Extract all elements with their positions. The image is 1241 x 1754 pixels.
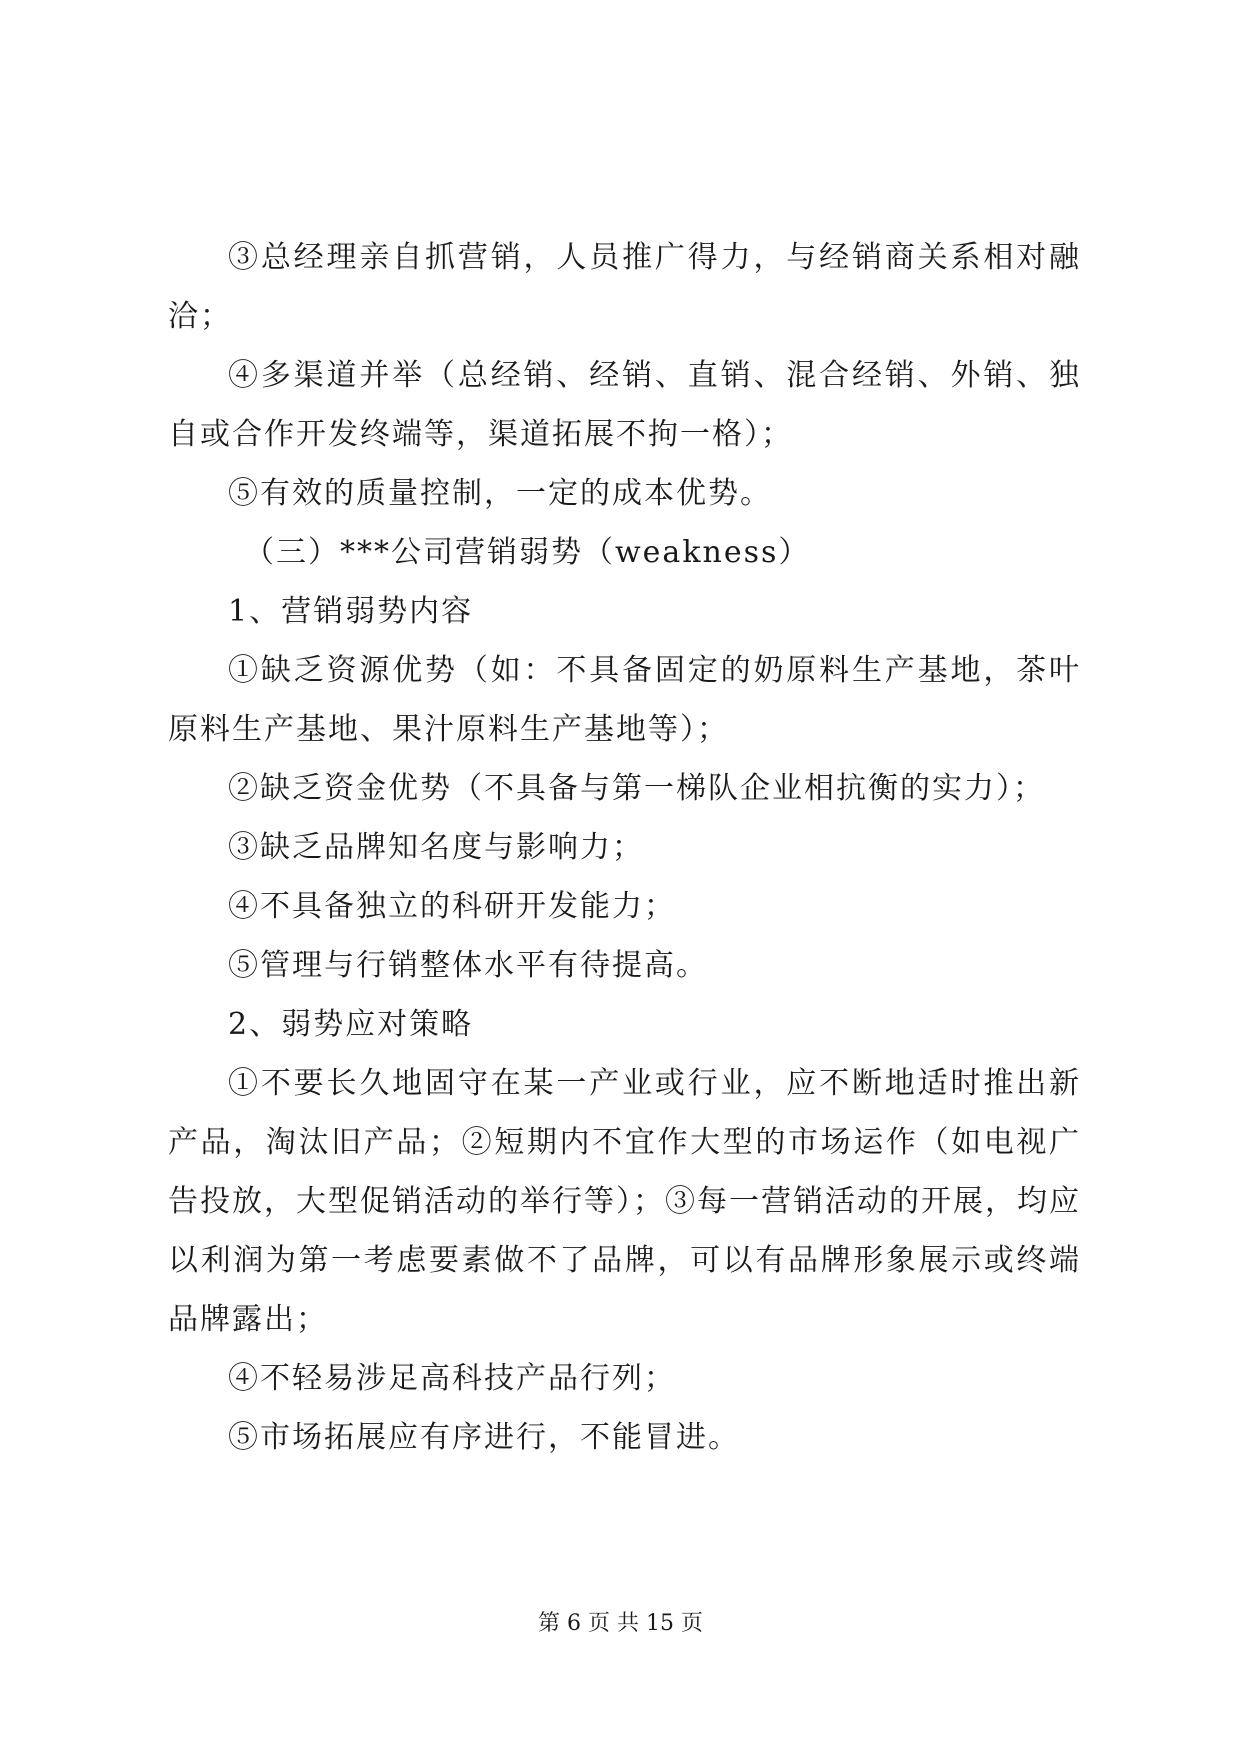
paragraph-weakness-1: ①缺乏资源优势（如：不具备固定的奶原料生产基地，茶叶原料生产基地、果汁原料生产基地等）； [168,653,1081,747]
paragraph-strategy-4: ④不轻易涉足高科技产品行列； [228,1361,676,1396]
subheading-weakness-strategy: 2、弱势应对策略 [228,1007,474,1042]
paragraph-weakness-3: ③缺乏品牌知名度与影响力； [228,830,644,865]
paragraph-weakness-5: ⑤管理与行销整体水平有待提高。 [228,948,708,983]
paragraph-strength-4: ④多渠道并举（总经销、经销、直销、混合经销、外销、独自或合作开发终端等，渠道拓展不拘一格）； [168,358,1081,452]
page-number-footer: 第 6 页 共 15 页 [538,1611,703,1636]
paragraph-strategy-5: ⑤市场拓展应有序进行，不能冒进。 [228,1420,740,1455]
paragraph-strength-5: ⑤有效的质量控制，一定的成本优势。 [228,476,772,511]
paragraph-weakness-4: ④不具备独立的科研开发能力； [228,889,676,924]
section-heading-weakness: （三）***公司营销弱势（weakness） [244,535,811,570]
paragraph-weakness-2: ②缺乏资金优势（不具备与第一梯队企业相抗衡的实力）； [228,771,1045,806]
paragraph-strength-3: ③总经理亲自抓营销，人员推广得力，与经销商关系相对融洽； [168,240,1081,334]
paragraph-strategy-1-3: ①不要长久地固守在某一产业或行业，应不断地适时推出新产品，淘汰旧产品；②短期内不宜作大型的市场运作（如电视广告投放，大型促销活动的举行等）；③每一营销活动的开展，均应以利润为第一考虑要素做不了品牌，可以有品牌形象展示或终端品牌露出； [168,1066,1081,1337]
subheading-weakness-content: 1、营销弱势内容 [228,594,474,629]
document-body [168,228,1081,1467]
